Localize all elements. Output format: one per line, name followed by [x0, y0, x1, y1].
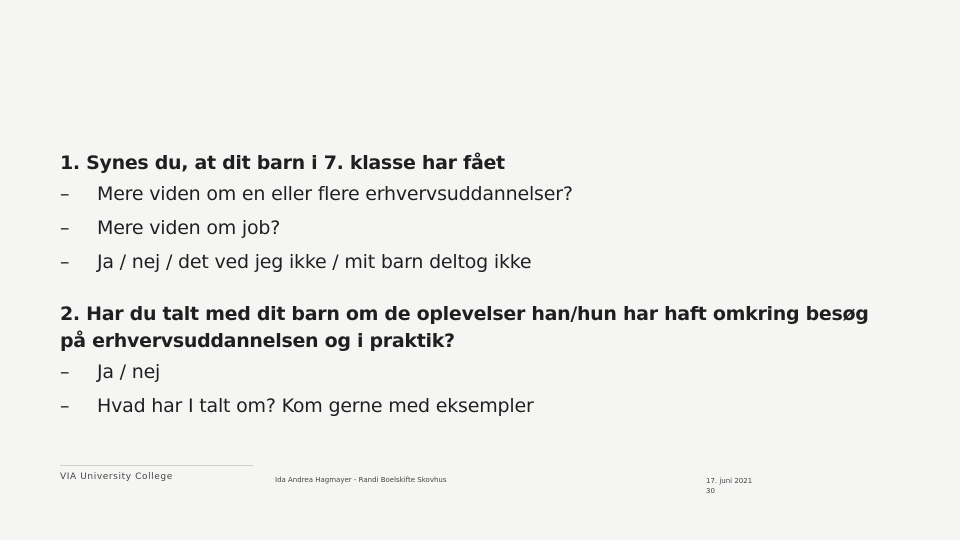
question-2-heading-line1: 2. Har du talt med dit barn om de oplevelser han/hun har haft omkring besøg — [60, 303, 869, 325]
question-2-heading-line2: på erhvervsuddannelsen og i praktik? — [60, 330, 455, 352]
question-1 — [60, 150, 920, 279]
dash-bullet: – — [60, 395, 70, 417]
option-text: Ja / nej — [97, 361, 161, 383]
question-2 — [60, 301, 920, 423]
list-item — [60, 211, 920, 245]
question-1-options — [60, 177, 920, 279]
option-text: Mere viden om job? — [97, 217, 281, 239]
list-item — [60, 177, 920, 211]
option-text: Mere viden om en eller flere erhvervsuddannelser? — [97, 183, 573, 205]
dash-bullet: – — [60, 361, 70, 383]
list-item — [60, 355, 920, 389]
question-2-heading — [60, 301, 920, 355]
option-text: Hvad har I talt om? Kom gerne med eksempler — [97, 395, 534, 417]
list-item — [60, 389, 920, 423]
dash-bullet: – — [60, 183, 70, 205]
slide-content — [60, 150, 920, 423]
footer-organization: VIA University College — [60, 472, 173, 482]
footer-date: 17. juni 2021 — [706, 477, 753, 485]
question-1-heading: 1. Synes du, at dit barn i 7. klasse har fået — [60, 152, 505, 174]
footer-divider — [60, 465, 253, 466]
option-text: Ja / nej / det ved jeg ikke / mit barn deltog ikke — [97, 251, 532, 273]
dash-bullet: – — [60, 217, 70, 239]
footer-date-page — [706, 476, 752, 496]
footer-authors: Ida Andrea Hagmayer - Randi Boelskifte Skovhus — [275, 476, 447, 484]
question-2-options — [60, 355, 920, 423]
dash-bullet: – — [60, 251, 70, 273]
list-item — [60, 245, 920, 279]
page-number: 30 — [706, 487, 715, 495]
